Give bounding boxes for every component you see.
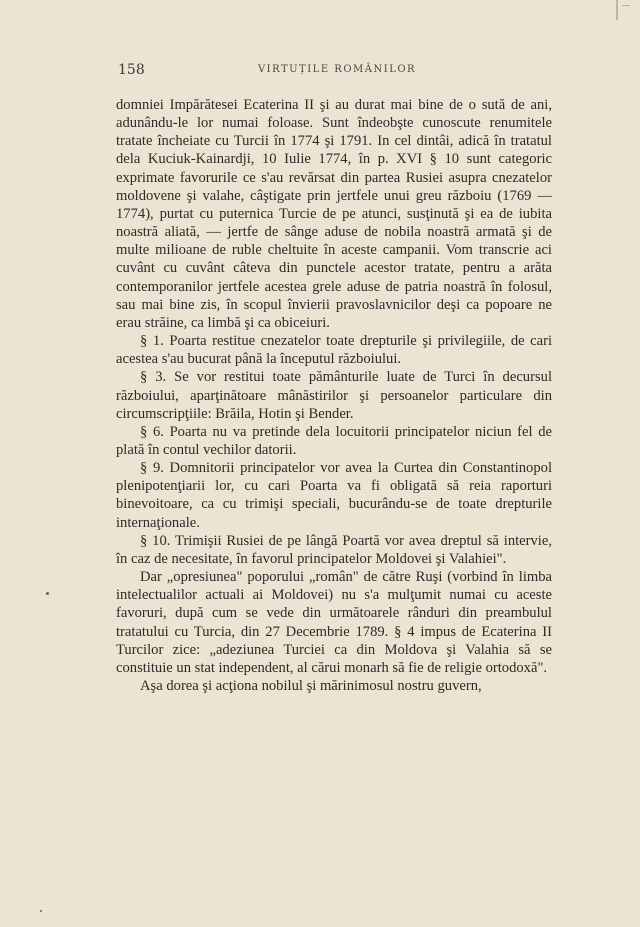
page-header — [118, 62, 556, 82]
paragraph-article-3: § 3. Se vor restitui toate pământurile luate de Turci în decursul războiului, aparţinătoare mânăstirilor şi persoanelor particulare din circumscripţiile: Brăila, Hotin şi Bender. — [116, 369, 552, 422]
paragraph-continuation: domniei Impărătesei Ecaterina II şi au durat mai bine de o sută de ani, adunându-le lor numai foloase. Sunt îndeobşte cunoscute renumitele tratate încheiate cu Turcii în 1774 şi 1791. In cel dintâi, adică în tratatul dela Kuciuk-Kainardji, 10 Iulie 1774, în p. XVI § 10 sunt categoric exprimate favorurile ce s'au revărsat din partea Rusiei asupra cnezatelor moldovene şi valahe, câştigate prin jertfele unui greu războiu (1769 — 1774), purtat cu puternica Turcie de pe atunci, susţinută şi ea de iubita noastră aliată, — jertfe de sânge aduse de nobila noastră armată şi de multe milioane de ruble cheltuite în aceste campanii. Vom transcrie aci cuvânt cu cuvânt câteva din punctele acestor tratate, pentru a arăta contemporanilor jertfele acestea grele aduse de patria noastră în folosul, sau mai bine zis, în scopul învierii pravoslavnicilor deşi ca popoare ne erau străine, ca limbă şi ca obiceiuri. — [116, 97, 552, 331]
paragraph-article-10: § 10. Trimişii Rusiei de pe lângă Poartă vor avea dreptul să intervie, în caz de necesitate, în favorul principatelor Moldovei şi Valahiei". — [116, 532, 552, 567]
scan-speck — [46, 592, 49, 595]
paragraph-article-9: § 9. Domnitorii principatelor vor avea la Curtea din Constantinopol plenipotenţiarii lor, cu cari Poarta va fi obligată să reia raporturi binevoitoare, ca cu trimişi speciali, bucurându-se de toate drepturile internaţionale. — [116, 460, 552, 531]
scan-edge-mark — [622, 5, 630, 6]
running-title: VIRTUȚILE ROMÂNILOR — [257, 64, 417, 75]
paragraph-article-1: § 1. Poarta restitue cnezatelor toate drepturile şi privilegiile, de cari acestea s'au bucurat până la începutul războiului. — [116, 333, 552, 368]
paragraph-final: Aşa dorea şi acţiona nobilul şi mărinimosul nostru guvern, — [140, 678, 482, 694]
scan-speck — [40, 910, 42, 912]
paragraph-article-6: § 6. Poarta nu va pretinde dela locuitorii principatelor niciun fel de plată în contul vechilor datorii. — [116, 423, 552, 458]
page-number: 158 — [118, 62, 145, 78]
paragraph-treaty-1789: Dar „opresiunea" poporului „român" de către Ruşi (vorbind în limba intelectualilor actuali ai Moldovei) nu s'a mulţumit numai cu aceste favoruri, după cum se vede din următoarele rânduri din preambulul tratatului cu Turcia, din 27 Decembrie 1789. § 4 impus de Ecaterina II Turcilor zice: „adeziunea Turciei ca din Moldova şi Valahia să se constituie un stat independent, al cărui monarh să fie de religie ortodoxă". — [116, 569, 552, 676]
scan-edge-mark — [616, 0, 618, 20]
body-text — [116, 96, 552, 695]
